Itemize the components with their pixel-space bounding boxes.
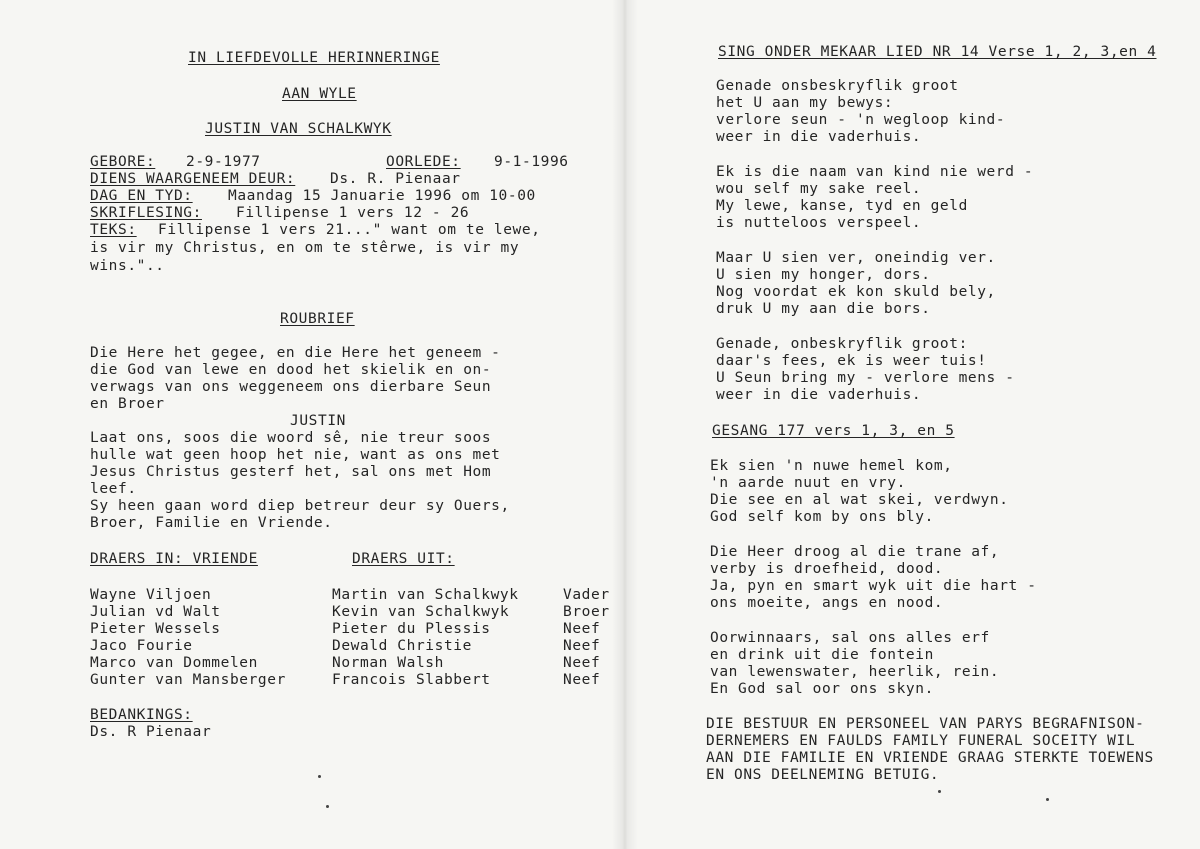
speck xyxy=(326,805,329,808)
service-value: Ds. R. Pienaar xyxy=(330,171,461,187)
datetime-label: DAG EN TYD: xyxy=(90,188,193,204)
song-line: My lewe, kanse, tyd en geld xyxy=(716,198,968,214)
bearer-relation: Broer xyxy=(563,604,610,620)
song-line: U sien my honger, dors. xyxy=(716,267,931,283)
speck xyxy=(318,775,321,778)
roubrief-line: en Broer xyxy=(90,396,165,412)
roubrief-line: verwags van ons weggeneem ons dierbare Seun xyxy=(90,379,492,395)
song-line: druk U my aan die bors. xyxy=(716,301,931,317)
hymn-line: ons moeite, angs en nood. xyxy=(710,595,944,611)
roubrief-line: hulle wat geen hoop het nie, want as ons met xyxy=(90,447,501,463)
thanks-title: BEDANKINGS: xyxy=(90,707,193,723)
roubrief-line: die God van lewe en dood het skielik en on- xyxy=(90,362,492,378)
roubrief-line: Sy heen gaan word diep betreur deur sy Ouers, xyxy=(90,498,510,514)
roubrief-line: leef. xyxy=(90,481,137,497)
hymn-line: Oorwinnaars, sal ons alles erf xyxy=(710,630,990,646)
bearer-relation: Neef xyxy=(563,672,601,688)
page-fold xyxy=(612,0,638,849)
closing-line: EN ONS DEELNEMING BETUIG. xyxy=(706,767,940,783)
roubrief-name: JUSTIN xyxy=(290,413,346,429)
bearer-in: Gunter van Mansberger xyxy=(90,672,286,688)
hymn-line: 'n aarde nuut en vry. xyxy=(710,475,906,491)
hymn-line: God self kom by ons bly. xyxy=(710,509,934,525)
song-line: Ek is die naam van kind nie werd - xyxy=(716,164,1034,180)
service-label: DIENS WAARGENEEM DEUR: xyxy=(90,171,296,187)
died-label: OORLEDE: xyxy=(386,154,461,170)
hymn-line: Ja, pyn en smart wyk uit die hart - xyxy=(710,578,1037,594)
song-line: daar's fees, ek is weer tuis! xyxy=(716,353,987,369)
hymn-line: van lewenswater, heerlik, rein. xyxy=(710,664,1000,680)
song-line: Genade onsbeskryflik groot xyxy=(716,78,959,94)
song-line: Maar U sien ver, oneindig ver. xyxy=(716,250,996,266)
roubrief-line: Broer, Familie en Vriende. xyxy=(90,515,333,531)
born-label: GEBORE: xyxy=(90,154,156,170)
closing-line: DERNEMERS EN FAULDS FAMILY FUNERAL SOCEITY WIL xyxy=(706,733,1136,749)
text-line-1: Fillipense 1 vers 21..." want om te lewe, xyxy=(158,222,541,238)
bearer-out: Kevin van Schalkwyk xyxy=(332,604,510,620)
roubrief-line: Die Here het gegee, en die Here het geneem - xyxy=(90,345,501,361)
bearer-relation: Vader xyxy=(563,587,610,603)
bearer-out: Martin van Schalkwyk xyxy=(332,587,519,603)
hymn-title: GESANG 177 vers 1, 3, en 5 xyxy=(712,423,955,439)
text-label: TEKS: xyxy=(90,222,137,238)
song-line: verlore seun - 'n wegloop kind- xyxy=(716,112,1006,128)
deceased-name: JUSTIN VAN SCHALKWYK xyxy=(205,121,392,137)
thanks-value: Ds. R Pienaar xyxy=(90,724,212,740)
song-line: weer in die vaderhuis. xyxy=(716,129,922,145)
memorial-subtitle: AAN WYLE xyxy=(282,86,357,102)
bearer-in: Marco van Dommelen xyxy=(90,655,258,671)
reading-value: Fillipense 1 vers 12 - 26 xyxy=(236,205,470,221)
bearer-in: Pieter Wessels xyxy=(90,621,221,637)
song-line: het U aan my bewys: xyxy=(716,95,894,111)
bearer-out: Pieter du Plessis xyxy=(332,621,491,637)
bearer-out: Francois Slabbert xyxy=(332,672,491,688)
bearer-out: Dewald Christie xyxy=(332,638,472,654)
hymn-line: verby is droefheid, dood. xyxy=(710,561,944,577)
bearer-in: Wayne Viljoen xyxy=(90,587,212,603)
hymn-line: En God sal oor ons skyn. xyxy=(710,681,934,697)
text-line-3: wins.".. xyxy=(90,258,165,274)
text-line-2: is vir my Christus, en om te stêrwe, is vir my xyxy=(90,240,520,256)
song-line: U Seun bring my - verlore mens - xyxy=(716,370,1015,386)
bearer-in: Julian vd Walt xyxy=(90,604,221,620)
song-line: Nog voordat ek kon skuld bely, xyxy=(716,284,996,300)
roubrief-title: ROUBRIEF xyxy=(280,311,355,327)
song-line: wou self my sake reel. xyxy=(716,181,922,197)
bearer-relation: Neef xyxy=(563,655,601,671)
roubrief-line: Laat ons, soos die woord sê, nie treur soos xyxy=(90,430,492,446)
bearers-out-title: DRAERS UIT: xyxy=(352,551,455,567)
roubrief-line: Jesus Christus gesterf het, sal ons met Hom xyxy=(90,464,492,480)
hymn-line: Die see en al wat skei, verdwyn. xyxy=(710,492,1009,508)
song-line: is nutteloos verspeel. xyxy=(716,215,922,231)
bearer-out: Norman Walsh xyxy=(332,655,444,671)
speck xyxy=(1046,798,1049,801)
closing-line: AAN DIE FAMILIE EN VRIENDE GRAAG STERKTE TOEWENS xyxy=(706,750,1154,766)
bearer-relation: Neef xyxy=(563,621,601,637)
song-title: SING ONDER MEKAAR LIED NR 14 Verse 1, 2, 3,en 4 xyxy=(718,44,1157,60)
memorial-title: IN LIEFDEVOLLE HERINNERINGE xyxy=(188,50,440,66)
song-line: weer in die vaderhuis. xyxy=(716,387,922,403)
datetime-value: Maandag 15 Januarie 1996 om 10-00 xyxy=(228,188,536,204)
reading-label: SKRIFLESING: xyxy=(90,205,202,221)
closing-line: DIE BESTUUR EN PERSONEEL VAN PARYS BEGRAFNISON- xyxy=(706,716,1145,732)
bearer-relation: Neef xyxy=(563,638,601,654)
hymn-line: en drink uit die fontein xyxy=(710,647,934,663)
hymn-line: Die Heer droog al die trane af, xyxy=(710,544,1000,560)
song-line: Genade, onbeskryflik groot: xyxy=(716,336,968,352)
speck xyxy=(938,790,941,793)
hymn-line: Ek sien 'n nuwe hemel kom, xyxy=(710,458,953,474)
born-value: 2-9-1977 xyxy=(186,154,261,170)
bearer-in: Jaco Fourie xyxy=(90,638,193,654)
bearers-in-title: DRAERS IN: VRIENDE xyxy=(90,551,258,567)
died-value: 9-1-1996 xyxy=(494,154,569,170)
